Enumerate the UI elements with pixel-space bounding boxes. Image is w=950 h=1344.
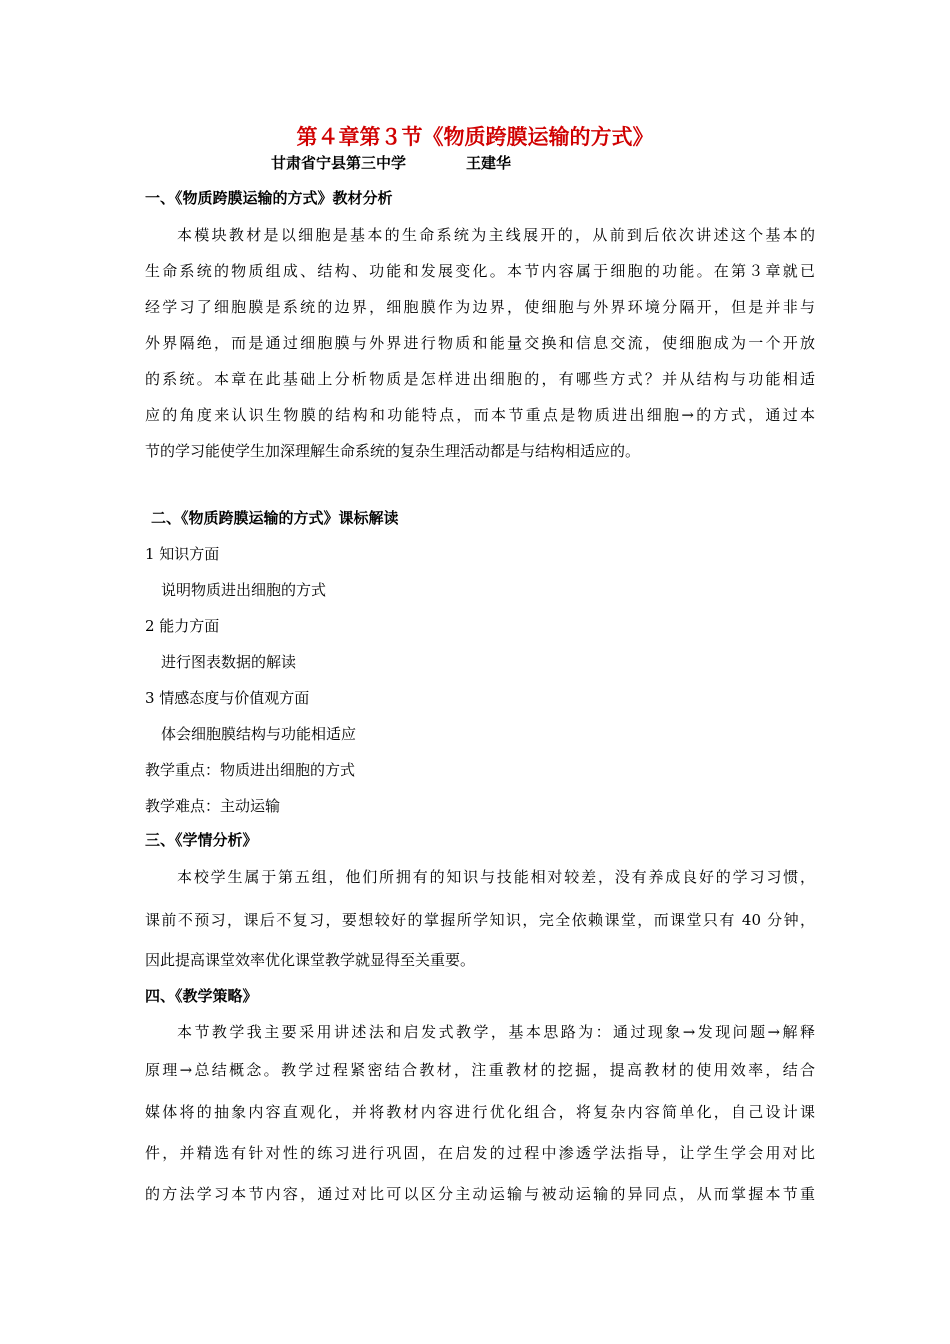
paragraph-line: 节的学习能使学生加深理解生命系统的复杂生理活动都是与结构相适应的。 [145, 442, 641, 460]
paragraph-line: 外界隔绝，而是通过细胞膜与外界进行物质和能量交换和信息交流，使细胞成为一个开放 [145, 334, 815, 352]
section-heading-1: 一、《物质跨膜运输的方式》教材分析 [145, 189, 393, 207]
difficulty-point: 教学难点：主动运输 [145, 797, 281, 815]
paragraph-line: 课前不预习，课后不复习，要想较好的掌握所学知识，完全依赖课堂，而课堂只有 40 分钟， [145, 911, 815, 929]
school-name: 甘肃省宁县第三中学 [271, 154, 407, 172]
paragraph-line: 经学习了细胞膜是系统的边界，细胞膜作为边界，使细胞与外界环境分隔开，但是并非与 [145, 298, 815, 316]
author-name: 王建华 [466, 154, 512, 172]
paragraph-line: 应的角度来认识生物膜的结构和功能特点，而本节重点是物质进出细胞→的方式，通过本 [145, 406, 815, 424]
paragraph-line: 因此提高课堂效率优化课堂教学就显得至关重要。 [145, 951, 476, 969]
paragraph-line: 本校学生属于第五组，他们所拥有的知识与技能相对较差，没有养成良好的学习习惯， [177, 868, 815, 886]
paragraph-line: 的方法学习本节内容，通过对比可以区分主动运输与被动运输的异同点，从而掌握本节重 [145, 1185, 815, 1203]
key-point: 教学重点：物质进出细胞的方式 [145, 761, 356, 779]
paragraph-line: 原理→总结概念。教学过程紧密结合教材，注重教材的挖掘，提高教材的使用效率，结合 [145, 1061, 815, 1079]
byline [271, 153, 511, 173]
paragraph-line: 生命系统的物质组成、结构、功能和发展变化。本节内容属于细胞的功能。在第３章就已 [145, 262, 815, 280]
item-detail: 说明物质进出细胞的方式 [161, 581, 327, 599]
section-heading-4: 四、《教学策略》 [145, 987, 258, 1005]
item-label: 3 情感态度与价值观方面 [145, 689, 310, 707]
item-detail: 进行图表数据的解读 [161, 653, 297, 671]
document-title: 第４章第３节《物质跨膜运输的方式》 [296, 124, 654, 149]
item-detail: 体会细胞膜结构与功能相适应 [161, 725, 357, 743]
paragraph-line: 件，并精选有针对性的练习进行巩固，在启发的过程中渗透学法指导，让学生学会用对比 [145, 1144, 815, 1162]
paragraph-line: 的系统。本章在此基础上分析物质是怎样进出细胞的，有哪些方式？并从结构与功能相适 [145, 370, 815, 388]
section-heading-2: 二、《物质跨膜运输的方式》课标解读 [151, 509, 399, 527]
paragraph-line: 本模块教材是以细胞是基本的生命系统为主线展开的，从前到后依次讲述这个基本的 [177, 226, 815, 244]
paragraph-line: 媒体将的抽象内容直观化，并将教材内容进行优化组合，将复杂内容简单化，自己设计课 [145, 1103, 815, 1121]
section-heading-3: 三、《学情分析》 [145, 831, 258, 849]
paragraph-line: 本节教学我主要采用讲述法和启发式教学，基本思路为：通过现象→发现问题→解释 [177, 1023, 815, 1041]
item-label: 2 能力方面 [145, 617, 220, 635]
item-label: 1 知识方面 [145, 545, 220, 563]
